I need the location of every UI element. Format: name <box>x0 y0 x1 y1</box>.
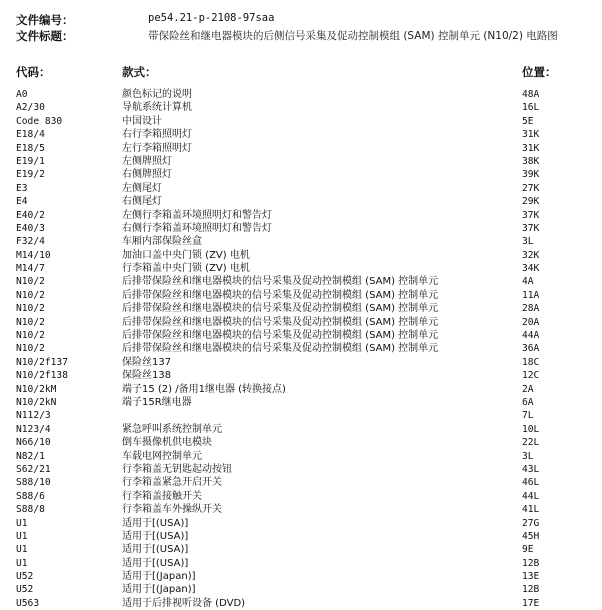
component-description: 适用于[(Japan)] <box>122 584 196 596</box>
table-row <box>0 476 602 489</box>
component-code: M14/10 <box>16 249 51 261</box>
component-code: N10/2 <box>16 289 45 301</box>
column-header-position: 位置： <box>522 65 557 79</box>
component-description: 行李箱盖无钥匙起动按钮 <box>122 463 232 475</box>
component-position: 3L <box>522 450 534 462</box>
component-position: 20A <box>522 316 540 328</box>
component-description: 适用于[(USA)] <box>122 544 189 556</box>
table-row <box>0 115 602 128</box>
component-position: 38K <box>522 155 540 167</box>
component-description: 保险丝138 <box>122 370 172 382</box>
component-code: A0 <box>16 89 28 100</box>
component-description: 适用于[(USA)] <box>122 530 189 542</box>
component-description: 中国设计 <box>122 115 162 127</box>
table-row <box>0 235 602 248</box>
component-position: 12C <box>522 370 540 382</box>
component-description: 端子15R继电器 <box>122 396 192 408</box>
component-description: 右侧行李箱盖环境照明灯和警告灯 <box>122 222 272 234</box>
table-row <box>0 570 602 583</box>
component-position: 9E <box>522 544 534 556</box>
table-row <box>0 88 602 101</box>
component-description: 车载电网控制单元 <box>122 450 202 462</box>
component-description: 左侧牌照灯 <box>122 155 172 167</box>
table-row <box>0 342 602 355</box>
table-row <box>0 249 602 262</box>
component-code: Code 830 <box>16 115 63 127</box>
component-code: E18/4 <box>16 129 45 141</box>
component-position: 31K <box>522 142 540 154</box>
component-code: N10/2kN <box>16 396 57 408</box>
component-position: 44L <box>522 490 540 502</box>
component-code: E3 <box>16 182 28 194</box>
table-row <box>0 383 602 396</box>
component-position: 31K <box>522 129 540 141</box>
component-code: U1 <box>16 530 28 542</box>
component-position: 27G <box>522 517 540 529</box>
component-code: N10/2 <box>16 316 45 328</box>
table-row <box>0 583 602 596</box>
table-row <box>0 543 602 556</box>
component-position: 45H <box>522 530 540 542</box>
component-description: 行李箱盖紧急开启开关 <box>122 477 222 489</box>
table-row <box>0 289 602 302</box>
component-description: 加油口盖中央门锁 (ZV) 电机 <box>122 249 250 261</box>
component-code: U1 <box>16 517 28 529</box>
column-header-description: 款式： <box>122 65 157 79</box>
component-code: U52 <box>16 571 34 583</box>
component-description: 后排带保险丝和继电器模块的信号采集及促动控制模组 (SAM) 控制单元 <box>122 343 439 355</box>
component-position: 37K <box>522 222 540 234</box>
component-position: 44A <box>522 330 540 342</box>
component-position: 18C <box>522 356 540 368</box>
component-description: 右侧尾灯 <box>122 196 162 208</box>
component-code: N10/2f137 <box>16 356 68 368</box>
component-description: 适用于[(USA)] <box>122 557 189 569</box>
table-row <box>0 182 602 195</box>
component-code: S62/21 <box>16 463 51 475</box>
component-description: 左侧尾灯 <box>122 182 162 194</box>
component-description: 后排带保险丝和继电器模块的信号采集及促动控制模组 (SAM) 控制单元 <box>122 330 439 342</box>
component-description: 后排带保险丝和继电器模块的信号采集及促动控制模组 (SAM) 控制单元 <box>122 316 439 328</box>
component-code: E40/3 <box>16 222 45 234</box>
component-code: E19/2 <box>16 169 45 181</box>
component-description: 紧急呼叫系统控制单元 <box>122 423 222 435</box>
component-code: E4 <box>16 196 28 208</box>
component-code: N10/2 <box>16 343 45 355</box>
component-code: U52 <box>16 584 34 596</box>
table-row <box>0 356 602 369</box>
component-code: N10/2f138 <box>16 370 68 382</box>
component-description: 后排带保险丝和继电器模块的信号采集及促动控制模组 (SAM) 控制单元 <box>122 276 439 288</box>
component-description: 后排带保险丝和继电器模块的信号采集及促动控制模组 (SAM) 控制单元 <box>122 303 439 315</box>
component-description: 倒车摄像机供电模块 <box>122 437 212 449</box>
component-code: E18/5 <box>16 142 45 154</box>
table-row <box>0 329 602 342</box>
component-code: U1 <box>16 544 28 556</box>
component-code: N10/2 <box>16 303 45 315</box>
table-row <box>0 222 602 235</box>
component-position: 4A <box>522 276 534 288</box>
component-description: 行李箱盖中央门锁 (ZV) 电机 <box>122 263 250 275</box>
component-position: 16L <box>522 102 540 114</box>
table-row <box>0 369 602 382</box>
component-description: 保险丝137 <box>122 356 172 368</box>
component-code: U563 <box>16 597 40 609</box>
component-position: 22L <box>522 437 540 449</box>
component-description: 行李箱盖车外操纵开关 <box>122 504 222 516</box>
component-position: 7L <box>522 410 534 422</box>
component-position: 6A <box>522 396 534 408</box>
component-description: 适用于后排视听设备 (DVD) <box>122 597 246 609</box>
component-position: 28A <box>522 303 540 315</box>
component-code: M14/7 <box>16 263 45 275</box>
component-description: 左行李箱照明灯 <box>122 142 192 154</box>
component-code: N66/10 <box>16 437 51 449</box>
table-row <box>0 128 602 141</box>
component-code: F32/4 <box>16 236 45 248</box>
table-row <box>0 262 602 275</box>
table-row <box>0 155 602 168</box>
table-row <box>0 101 602 114</box>
component-description: 导航系统计算机 <box>122 102 192 114</box>
table-row <box>0 423 602 436</box>
component-description: 颜色标记的说明 <box>122 89 192 100</box>
doc-number-label: 文件编号： <box>16 13 74 27</box>
component-position: 12B <box>522 557 540 569</box>
table-row <box>0 396 602 409</box>
table-row <box>0 209 602 222</box>
component-position: 37K <box>522 209 540 221</box>
table-row <box>0 316 602 329</box>
component-description: 右行李箱照明灯 <box>122 129 192 141</box>
component-position: 36A <box>522 343 540 355</box>
component-position: 12B <box>522 584 540 596</box>
doc-title-value: 带保险丝和继电器模块的后侧信号采集及促动控制模组 (SAM) 控制单元 (N10/2) 电路图 <box>148 30 558 42</box>
doc-title-label: 文件标题： <box>16 29 74 43</box>
component-position: 29K <box>522 196 540 208</box>
component-position: 27K <box>522 182 540 194</box>
component-description: 适用于[(USA)] <box>122 517 189 529</box>
column-header-code: 代码： <box>16 65 51 79</box>
component-code: S88/10 <box>16 477 51 489</box>
component-code: E19/1 <box>16 155 45 167</box>
doc-number-value: pe54.21-p-2108-97saa <box>148 12 275 24</box>
component-description: 适用于[(Japan)] <box>122 571 196 583</box>
component-description: 后排带保险丝和继电器模块的信号采集及促动控制模组 (SAM) 控制单元 <box>122 289 439 301</box>
component-position: 17E <box>522 597 540 609</box>
component-position: 11A <box>522 289 540 301</box>
component-code: E40/2 <box>16 209 45 221</box>
component-position: 34K <box>522 263 540 275</box>
table-row <box>0 463 602 476</box>
component-description: 左侧行李箱盖环境照明灯和警告灯 <box>122 209 272 221</box>
component-position: 32K <box>522 249 540 261</box>
table-row <box>0 450 602 463</box>
table-row <box>0 168 602 181</box>
component-code: N112/3 <box>16 410 51 422</box>
component-description: 右侧牌照灯 <box>122 169 172 181</box>
table-row <box>0 530 602 543</box>
component-position: 10L <box>522 423 540 435</box>
component-code: U1 <box>16 557 28 569</box>
component-position: 5E <box>522 115 534 127</box>
table-row <box>0 490 602 503</box>
table-row <box>0 597 602 610</box>
component-position: 48A <box>522 89 540 100</box>
component-position: 13E <box>522 571 540 583</box>
component-code: N82/1 <box>16 450 45 462</box>
component-position: 39K <box>522 169 540 181</box>
component-position: 43L <box>522 463 540 475</box>
component-code: S88/6 <box>16 490 45 502</box>
component-position: 46L <box>522 477 540 489</box>
table-row <box>0 302 602 315</box>
table-row <box>0 275 602 288</box>
table-row <box>0 517 602 530</box>
table-row <box>0 503 602 516</box>
component-code: N10/2 <box>16 330 45 342</box>
component-position: 3L <box>522 236 534 248</box>
component-description: 端子15 (2) /备用1继电器 (转换接点) <box>122 383 286 395</box>
table-row <box>0 195 602 208</box>
component-code: S88/8 <box>16 504 45 516</box>
component-code: N123/4 <box>16 423 51 435</box>
component-list <box>0 88 602 610</box>
component-position: 2A <box>522 383 534 395</box>
table-row <box>0 557 602 570</box>
table-row <box>0 142 602 155</box>
table-row <box>0 409 602 422</box>
component-description: 行李箱盖接触开关 <box>122 490 202 502</box>
component-code: N10/2kM <box>16 383 57 395</box>
component-description: 车厢内部保险丝盒 <box>122 236 202 248</box>
component-code: A2/30 <box>16 102 45 114</box>
component-position: 41L <box>522 504 540 516</box>
table-row <box>0 436 602 449</box>
component-code: N10/2 <box>16 276 45 288</box>
